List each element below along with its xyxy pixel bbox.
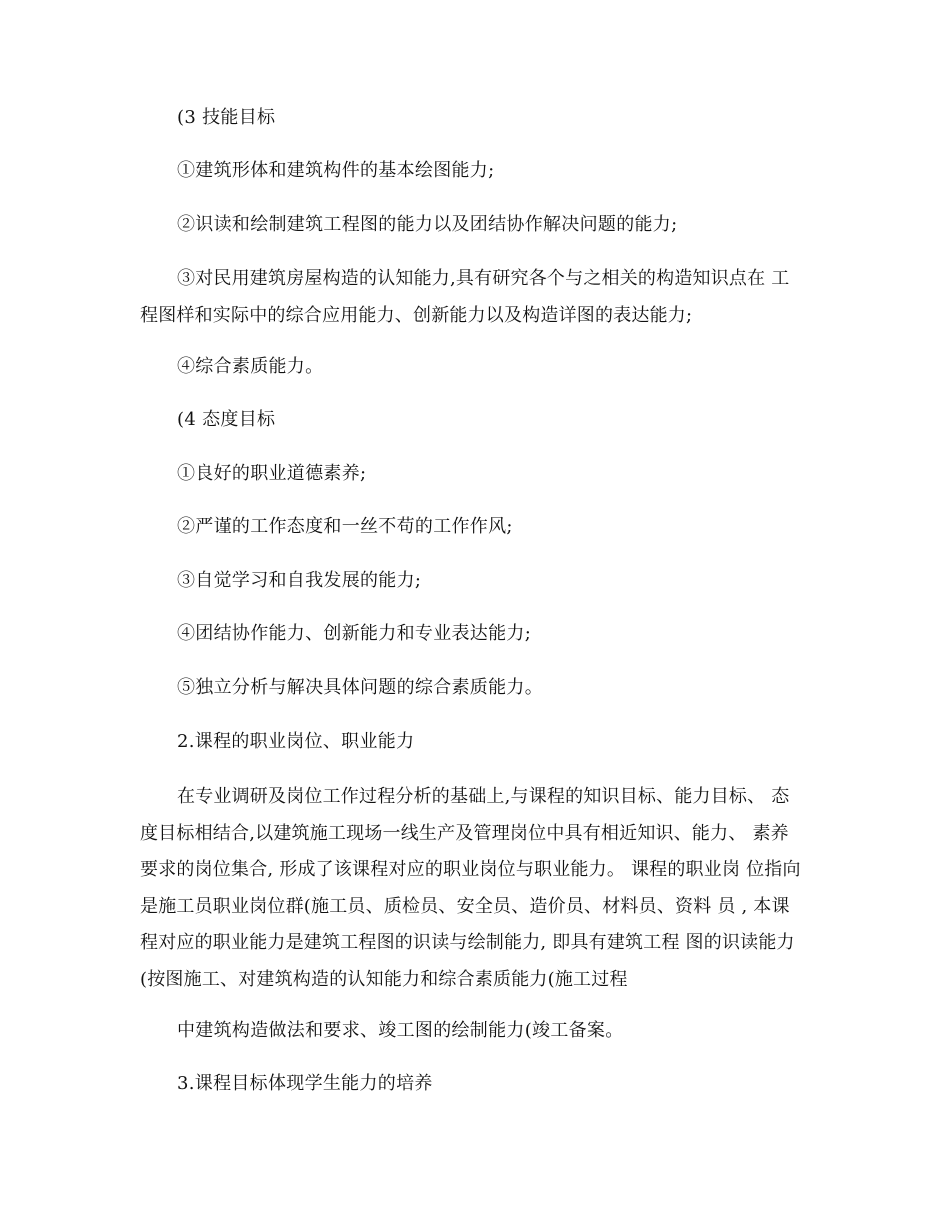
paragraph-line: 程对应的职业能力是建筑工程图的识读与绘制能力, 即具有建筑工程 图的识读能力 xyxy=(140,932,795,953)
paragraph-line: 是施工员职业岗位群(施工员、质检员、安全员、造价员、材料员、资料 员 , 本课 xyxy=(140,895,790,917)
list-item: ①建筑形体和建筑构件的基本绘图能力; xyxy=(177,160,495,181)
list-item: ④团结协作能力、创新能力和专业表达能力; xyxy=(177,623,532,644)
heading-skill-goals: (3 技能目标 xyxy=(177,107,276,128)
section-heading: 3.课程目标体现学生能力的培养 xyxy=(177,1073,433,1094)
section-heading: 2.课程的职业岗位、职业能力 xyxy=(177,731,415,752)
paragraph-line: 在专业调研及岗位工作过程分析的基础上,与课程的知识目标、能力目标、 态 xyxy=(177,786,790,807)
heading-attitude-goals: (4 态度目标 xyxy=(177,409,276,430)
list-item: ①良好的职业道德素养; xyxy=(177,463,367,484)
paragraph-line: 程图样和实际中的综合应用能力、创新能力以及构造详图的表达能力; xyxy=(140,304,693,326)
list-item: ②识读和绘制建筑工程图的能力以及团结协作解决问题的能力; xyxy=(177,214,678,235)
paragraph-line: ③对民用建筑房屋构造的认知能力,具有研究各个与之相关的构造知识点在 工 xyxy=(177,268,790,289)
list-item: ③自觉学习和自我发展的能力; xyxy=(177,570,422,591)
list-item: ④综合素质能力。 xyxy=(177,356,324,377)
paragraph-line: 要求的岗位集合, 形成了该课程对应的职业岗位与职业能力。 课程的职业岗 位指向 xyxy=(140,859,801,880)
list-item: ②严谨的工作态度和一丝不苟的工作作风; xyxy=(177,516,513,537)
list-item: ⑤独立分析与解决具体问题的综合素质能力。 xyxy=(177,677,543,698)
body-paragraph xyxy=(140,779,810,998)
list-item-paragraph xyxy=(140,261,810,334)
paragraph-line: (按图施工、对建筑构造的认知能力和综合素质能力(施工过程 xyxy=(140,968,628,990)
paragraph-line: 度目标相结合,以建筑施工现场一线生产及管理岗位中具有相近知识、能力、 素养 xyxy=(140,822,789,844)
body-line: 中建筑构造做法和要求、竣工图的绘制能力(竣工备案。 xyxy=(177,1020,624,1041)
